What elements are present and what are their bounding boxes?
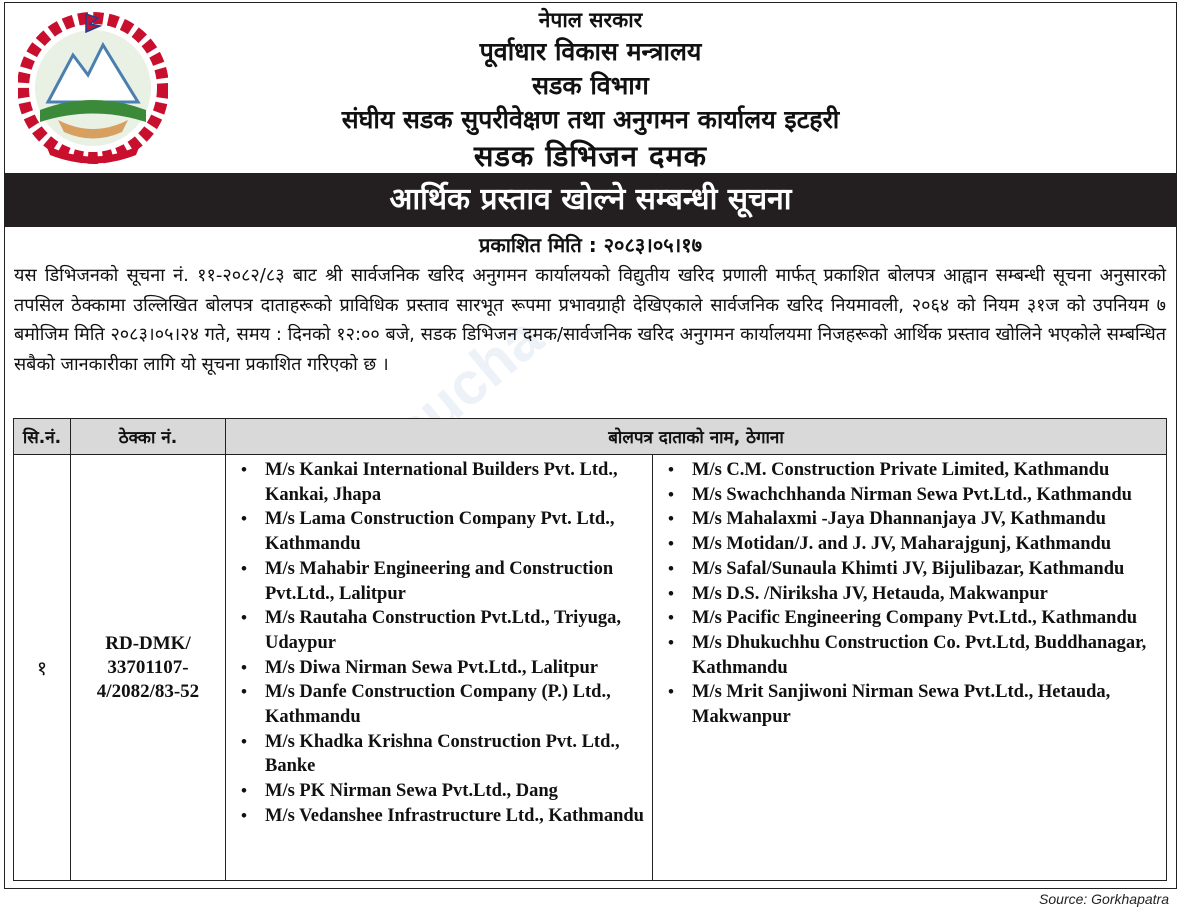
header-bidders: बोलपत्र दाताको नाम, ठेगाना	[226, 419, 1167, 455]
bidder-item	[238, 804, 646, 829]
header-line-1: नेपाल सरकार	[538, 8, 643, 32]
bullet-icon: •	[241, 657, 247, 677]
bidder-name: M/s Rautaha Construction Pvt.Ltd., Triyuga, Udaypur	[265, 608, 621, 653]
bidder-item	[238, 557, 646, 606]
bullet-icon: •	[668, 632, 674, 652]
bidder-name: M/s Vedanshee Infrastructure Ltd., Kathmandu	[265, 805, 644, 826]
watermark: sucha	[378, 303, 555, 466]
bidder-item	[665, 582, 1160, 607]
bidder-name: M/s Mahalaxmi -Jaya Dhannanjaya JV, Kathmandu	[692, 509, 1106, 530]
contract-no-text: RD-DMK/ 33701107- 4/2082/83-52	[96, 632, 200, 702]
bidder-item	[665, 606, 1160, 631]
bidder-name: M/s Dhukuchhu Construction Co. Pvt.Ltd, Buddhanagar, Kathmandu	[692, 632, 1147, 678]
header-line-5: सडक डिभिजन दमक	[473, 139, 708, 173]
bidders-left-column	[226, 455, 653, 880]
bidder-name: M/s Kankai International Builders Pvt. Ltd., Kankai, Jhapa	[265, 460, 618, 505]
bidder-item	[238, 680, 646, 729]
bullet-icon: •	[668, 608, 674, 628]
header-line-2: पूर्वाधार विकास मन्त्रालय	[479, 37, 702, 66]
bidder-item	[665, 557, 1160, 582]
notice-title: आर्थिक प्रस्ताव खोल्ने सम्बन्धी सूचना	[4, 173, 1177, 227]
bullet-icon: •	[241, 460, 247, 479]
bidder-name: M/s Lama Construction Company Pvt. Ltd., Kathmandu	[265, 509, 615, 555]
table-row	[14, 455, 1167, 881]
bidder-item	[665, 532, 1160, 557]
bidders-right-column	[653, 455, 1166, 880]
bullet-icon: •	[241, 781, 247, 801]
bidders-table	[13, 418, 1167, 881]
bidder-item	[665, 680, 1160, 729]
bullet-icon: •	[241, 682, 247, 702]
bidder-item	[238, 606, 646, 655]
bidder-name: M/s Khadka Krishna Construction Pvt. Ltd., Banke	[265, 731, 620, 777]
bullet-icon: •	[668, 558, 674, 578]
bidder-name: M/s Motidan/J. and J. JV, Maharajgunj, Kathmandu	[692, 534, 1112, 555]
bidder-name: M/s Mahabir Engineering and Construction Pvt.Ltd., Lalitpur	[265, 558, 614, 604]
bullet-icon: •	[668, 509, 674, 529]
bullet-icon: •	[241, 509, 247, 529]
bidder-item	[665, 507, 1160, 532]
bidder-name: M/s Pacific Engineering Company Pvt.Ltd., Kathmandu	[692, 608, 1138, 629]
bidder-item	[238, 507, 646, 556]
header-line-3: सडक विभाग	[532, 71, 649, 100]
bidder-name: M/s Danfe Construction Company (P.) Ltd., Kathmandu	[265, 682, 611, 728]
published-date: प्रकाशित मिति : २०८३।०५।१७	[478, 233, 703, 257]
cell-bidders	[226, 455, 1167, 881]
bullet-icon: •	[668, 484, 674, 504]
bidder-name: M/s Safal/Sunaula Khimti JV, Bijulibazar, Kathmandu	[692, 558, 1125, 579]
bidders-left-list	[238, 458, 646, 829]
bidder-item	[238, 730, 646, 779]
bullet-icon: •	[668, 583, 674, 603]
bidder-name: M/s C.M. Construction Private Limited, Kathmandu	[692, 460, 1110, 480]
bullet-icon: •	[241, 558, 247, 578]
table-header-row	[14, 419, 1167, 455]
bidder-name: M/s Mrit Sanjiwoni Nirman Sewa Pvt.Ltd., Hetauda, Makwanpur	[692, 682, 1111, 728]
header-line-4: संघीय सडक सुपरीवेक्षण तथा अनुगमन कार्यालय इटहरी	[341, 105, 840, 134]
bidder-item	[665, 631, 1160, 680]
bidder-item	[665, 458, 1160, 483]
header-contract-no: ठेक्का नं.	[71, 419, 226, 455]
bidder-item	[238, 779, 646, 804]
bullet-icon: •	[668, 534, 674, 554]
bidder-name: M/s Swachchhanda Nirman Sewa Pvt.Ltd., Kathmandu	[692, 484, 1132, 505]
source-credit: Source: Gorkhapatra	[1039, 891, 1169, 907]
bidder-item	[238, 458, 646, 507]
bidder-item	[238, 656, 646, 681]
bullet-icon: •	[241, 731, 247, 751]
bidder-name: M/s D.S. /Niriksha JV, Hetauda, Makwanpur	[692, 583, 1048, 604]
cell-contract-no	[71, 455, 226, 881]
bidder-name: M/s PK Nirman Sewa Pvt.Ltd., Dang	[265, 781, 558, 802]
cell-sn: १	[14, 455, 71, 881]
bullet-icon: •	[668, 682, 674, 702]
bullet-icon: •	[241, 608, 247, 628]
bullet-icon: •	[668, 460, 674, 479]
header-sn: सि.नं.	[14, 419, 71, 455]
notice-body: यस डिभिजनको सूचना नं. ११-२०८२/८३ बाट श्री सार्वजनिक खरिद अनुगमन कार्यालयको विद्युतीय खरिद प्रणाली मार्फत् प्रकाशित बोलपत्र आह्वान सम्बन्धी सूचना अनुसारको तपसिल ठेक्कामा उल्लिखित बोलपत्र दाताहरूको प्राविधिक प्रस्ताव सारभूत रूपमा प्रभावग्राही देखिएकाले सार्वजनिक खरिद नियमावली, २०६४ को नियम ३१ज को उपनियम ७ बमोजिम मिति २०८३।०५।२४ गते, समय : दिनको १२:०० बजे, सडक डिभिजन दमक/सार्वजनिक खरिद अनुगमन कार्यालयमा निजहरूको आर्थिक प्रस्ताव खोलिने भएकोले सम्बन्धित सबैको जानकारीका लागि यो सूचना प्रकाशित गरिएको छ ।	[14, 265, 1166, 375]
bidders-right-list	[665, 458, 1160, 730]
bullet-icon: •	[241, 805, 247, 825]
bidder-name: M/s Diwa Nirman Sewa Pvt.Ltd., Lalitpur	[265, 657, 598, 678]
bidder-item	[665, 483, 1160, 508]
